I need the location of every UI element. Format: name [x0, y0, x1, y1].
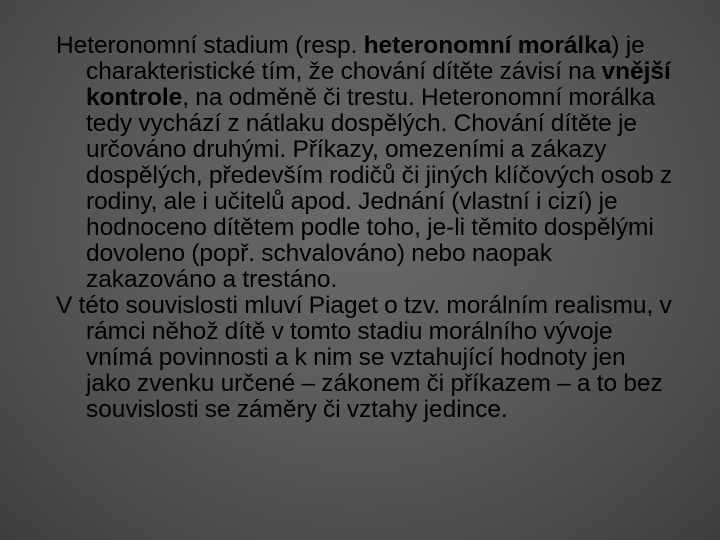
- term-external-control: vnější kontrole: [86, 58, 671, 111]
- term-heteronomous-morality: heteronomní morálka: [363, 32, 612, 59]
- paragraph1-text-2: ) je charakteristické tím, že chování dítěte závisí na: [86, 32, 645, 85]
- slide-content: [56, 33, 676, 423]
- paragraph1-text-3: , na odměně či trestu. Heteronomní morálka tedy vychází z nátlaku dospělých. Chování dítěte je určováno druhými. Příkazy, omezeními a zákazy dospělých, především rodičů či jiných klíčových osob z rodiny, ale i učitelů apod. Jednání (vlastní i cizí) je hodnoceno dítětem podle toho, je-li těmito dospělými dovoleno (popř. schvalováno) nebo naopak zakazováno a trestáno.: [86, 84, 673, 293]
- paragraph-moral-realism: [56, 293, 676, 423]
- paragraph1-text-1: Heteronomní stadium (resp.: [56, 32, 364, 59]
- paragraph-heteronomous-stage: [56, 33, 676, 293]
- paragraph2-text: V této souvislosti mluví Piaget o tzv. morálním realismu, v rámci něhož dítě v tomto stadiu morálního vývoje vnímá povinnosti a k nim se vztahující hodnoty jen jako zvenku určené – zákonem či příkazem – a to bez souvislosti se záměry či vztahy jedince.: [56, 292, 672, 423]
